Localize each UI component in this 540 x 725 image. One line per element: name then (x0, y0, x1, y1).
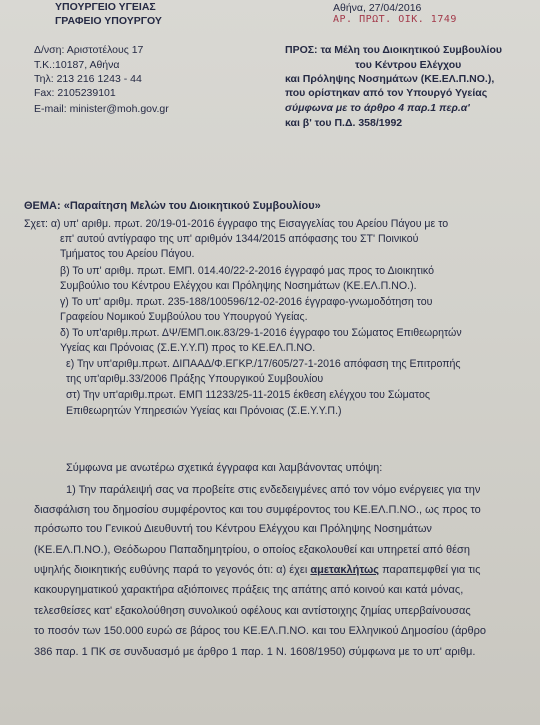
reference-line: στ) Την υπ'αριθμ.πρωτ. ΕΜΠ 11233/25-11-2015 έκθεση ελέγχου του Σώματος (66, 389, 430, 401)
reference-line: επ' αυτού αντίγραφο της υπ' αριθμόν 1344/2015 απόφασης του ΣΤ' Ποινικού (60, 233, 419, 245)
recipient-line: ΠΡΟΣ: τα Μέλη του Διοικητικού Συμβουλίου (285, 44, 503, 56)
document-date: Αθήνα, 27/04/2016 (333, 2, 422, 14)
reference-line: Συμβούλιο του Κέντρου Ελέγχου και Πρόληψης Νοσημάτων (ΚΕ.ΕΛ.Π.ΝΟ.). (60, 280, 417, 292)
recipient-line: του Κέντρου Ελέγχου (355, 59, 462, 71)
reference-line: γ) Το υπ' αριθμ. πρωτ. 235-188/100596/12-02-2016 έγγραφο-γνωμοδότηση του (60, 296, 433, 308)
paragraph-line (34, 564, 480, 577)
contact-email: E-mail: minister@moh.gov.gr (34, 103, 169, 115)
paragraph-line: (ΚΕ.ΕΛ.Π.ΝΟ.), Θεόδωρου Παπαδημητρίου, ο οποίος εξακολουθεί και υπηρετεί από θέση (34, 544, 470, 556)
recipient-line: και β' του Π.Δ. 358/1992 (285, 117, 403, 129)
subject-line: ΘΕΜΑ: «Παραίτηση Μελών του Διοικητικού Συμβουλίου» (24, 200, 321, 212)
paragraph-line: το ποσόν των 150.000 ευρώ σε βάρος του ΚΕ.ΕΛ.Π.ΝΟ. και του Ελληνικού Δημοσίου (άρθρο (34, 625, 487, 637)
reference-line: Υγείας και Πρόνοιας (Σ.Ε.Υ.Υ.Π) προς το ΚΕ.ΕΛ.Π.ΝΟ. (60, 342, 316, 354)
contact-fax: Fax: 2105239101 (34, 87, 116, 99)
contact-postal: Τ.Κ.:10187, Αθήνα (34, 59, 120, 71)
reference-line: β) Το υπ' αριθμ. πρωτ. ΕΜΠ. 014.40/22-2-2016 έγγραφό μας προς το Διοικητικό (60, 265, 434, 277)
protocol-stamp: ΑΡ. ΠΡΩΤ. ΟΙΚ. 1749 (333, 14, 457, 25)
intro-line: Σύμφωνα με ανωτέρω σχετικά έγγραφα και λαμβάνοντας υπόψη: (66, 462, 383, 474)
paragraph-line: 1) Την παράλειψή σας να προβείτε στις ενδεδειγμένες από τον νόμο ενέργειες για την (66, 484, 481, 496)
reference-line: Σχετ: α) υπ' αριθμ. πρωτ. 20/19-01-2016 έγγραφο της Εισαγγελίας του Αρείου Πάγου με το (24, 218, 449, 230)
underlined-word: αμετακλήτως (310, 564, 380, 576)
paragraph-line: τελεσθείσες κατ' εξακολούθηση συνολικού οφέλους και αντίστοιχης ζημίας υπερβαίνουσας (34, 605, 471, 617)
recipient-line: και Πρόληψης Νοσημάτων (ΚΕ.ΕΛ.Π.ΝΟ.), (285, 73, 495, 85)
reference-line: Γραφείου Νομικού Συμβούλου του Υπουργού Υγείας. (60, 311, 308, 323)
contact-address: Δ/νση: Αριστοτέλους 17 (34, 44, 144, 56)
office-name: ΓΡΑΦΕΙΟ ΥΠΟΥΡΓΟΥ (55, 15, 162, 27)
paragraph-text: παραπεμφθεί για τις (382, 564, 481, 576)
reference-line: της υπ'αριθμ.33/2006 Πράξης Υπουργικού Συμβουλίου (66, 373, 324, 385)
reference-line: Επιθεωρητών Υπηρεσιών Υγείας και Πρόνοιας (Σ.Ε.Υ.Υ.Π.) (66, 405, 342, 417)
reference-line: δ) Το υπ'αριθμ.πρωτ. ΔΨ/ΕΜΠ.οικ.83/29-1-2016 έγγραφο του Σώματος Επιθεωρητών (60, 327, 462, 339)
paragraph-line: 386 παρ. 1 ΠΚ σε συνδυασμό με άρθρο 1 παρ. 1 Ν. 1608/1950) σύμφωνα με το υπ' αριθμ. (34, 646, 476, 658)
paragraph-line: κακουργηματικού χαρακτήρα αξιόποινες πράξεις της απάτης από κοινού και κατά μόνας, (34, 584, 464, 596)
paragraph-line: διασφάλιση του δημοσίου συμφέροντος και του συμφέροντος του ΚΕ.ΕΛ.Π.ΝΟ., ως προς το (34, 504, 481, 516)
ministry-name: ΥΠΟΥΡΓΕΙΟ ΥΓΕΙΑΣ (55, 1, 156, 13)
contact-phone: Τηλ: 213 216 1243 - 44 (34, 73, 142, 85)
reference-line: Τμήματος του Αρείου Πάγου. (60, 248, 195, 260)
recipient-line: που ορίστηκαν από τον Υπουργό Υγείας (285, 87, 488, 99)
recipient-line: σύμφωνα με το άρθρο 4 παρ.1 περ.α' (285, 102, 470, 114)
paragraph-text: υψηλής διοικητικής ευθύνης παρά το γεγονός ότι: α) έχει (34, 564, 308, 576)
reference-line: ε) Την υπ'αριθμ.πρωτ. ΔΙΠΑΑΔ/Φ.ΕΓΚΡ./17/605/27-1-2016 απόφαση της Επιτροπής (66, 358, 461, 370)
paragraph-line: πρόσωπο του Γενικού Διευθυντή του Κέντρου Ελέγχου και Πρόληψης Νοσημάτων (34, 523, 432, 535)
